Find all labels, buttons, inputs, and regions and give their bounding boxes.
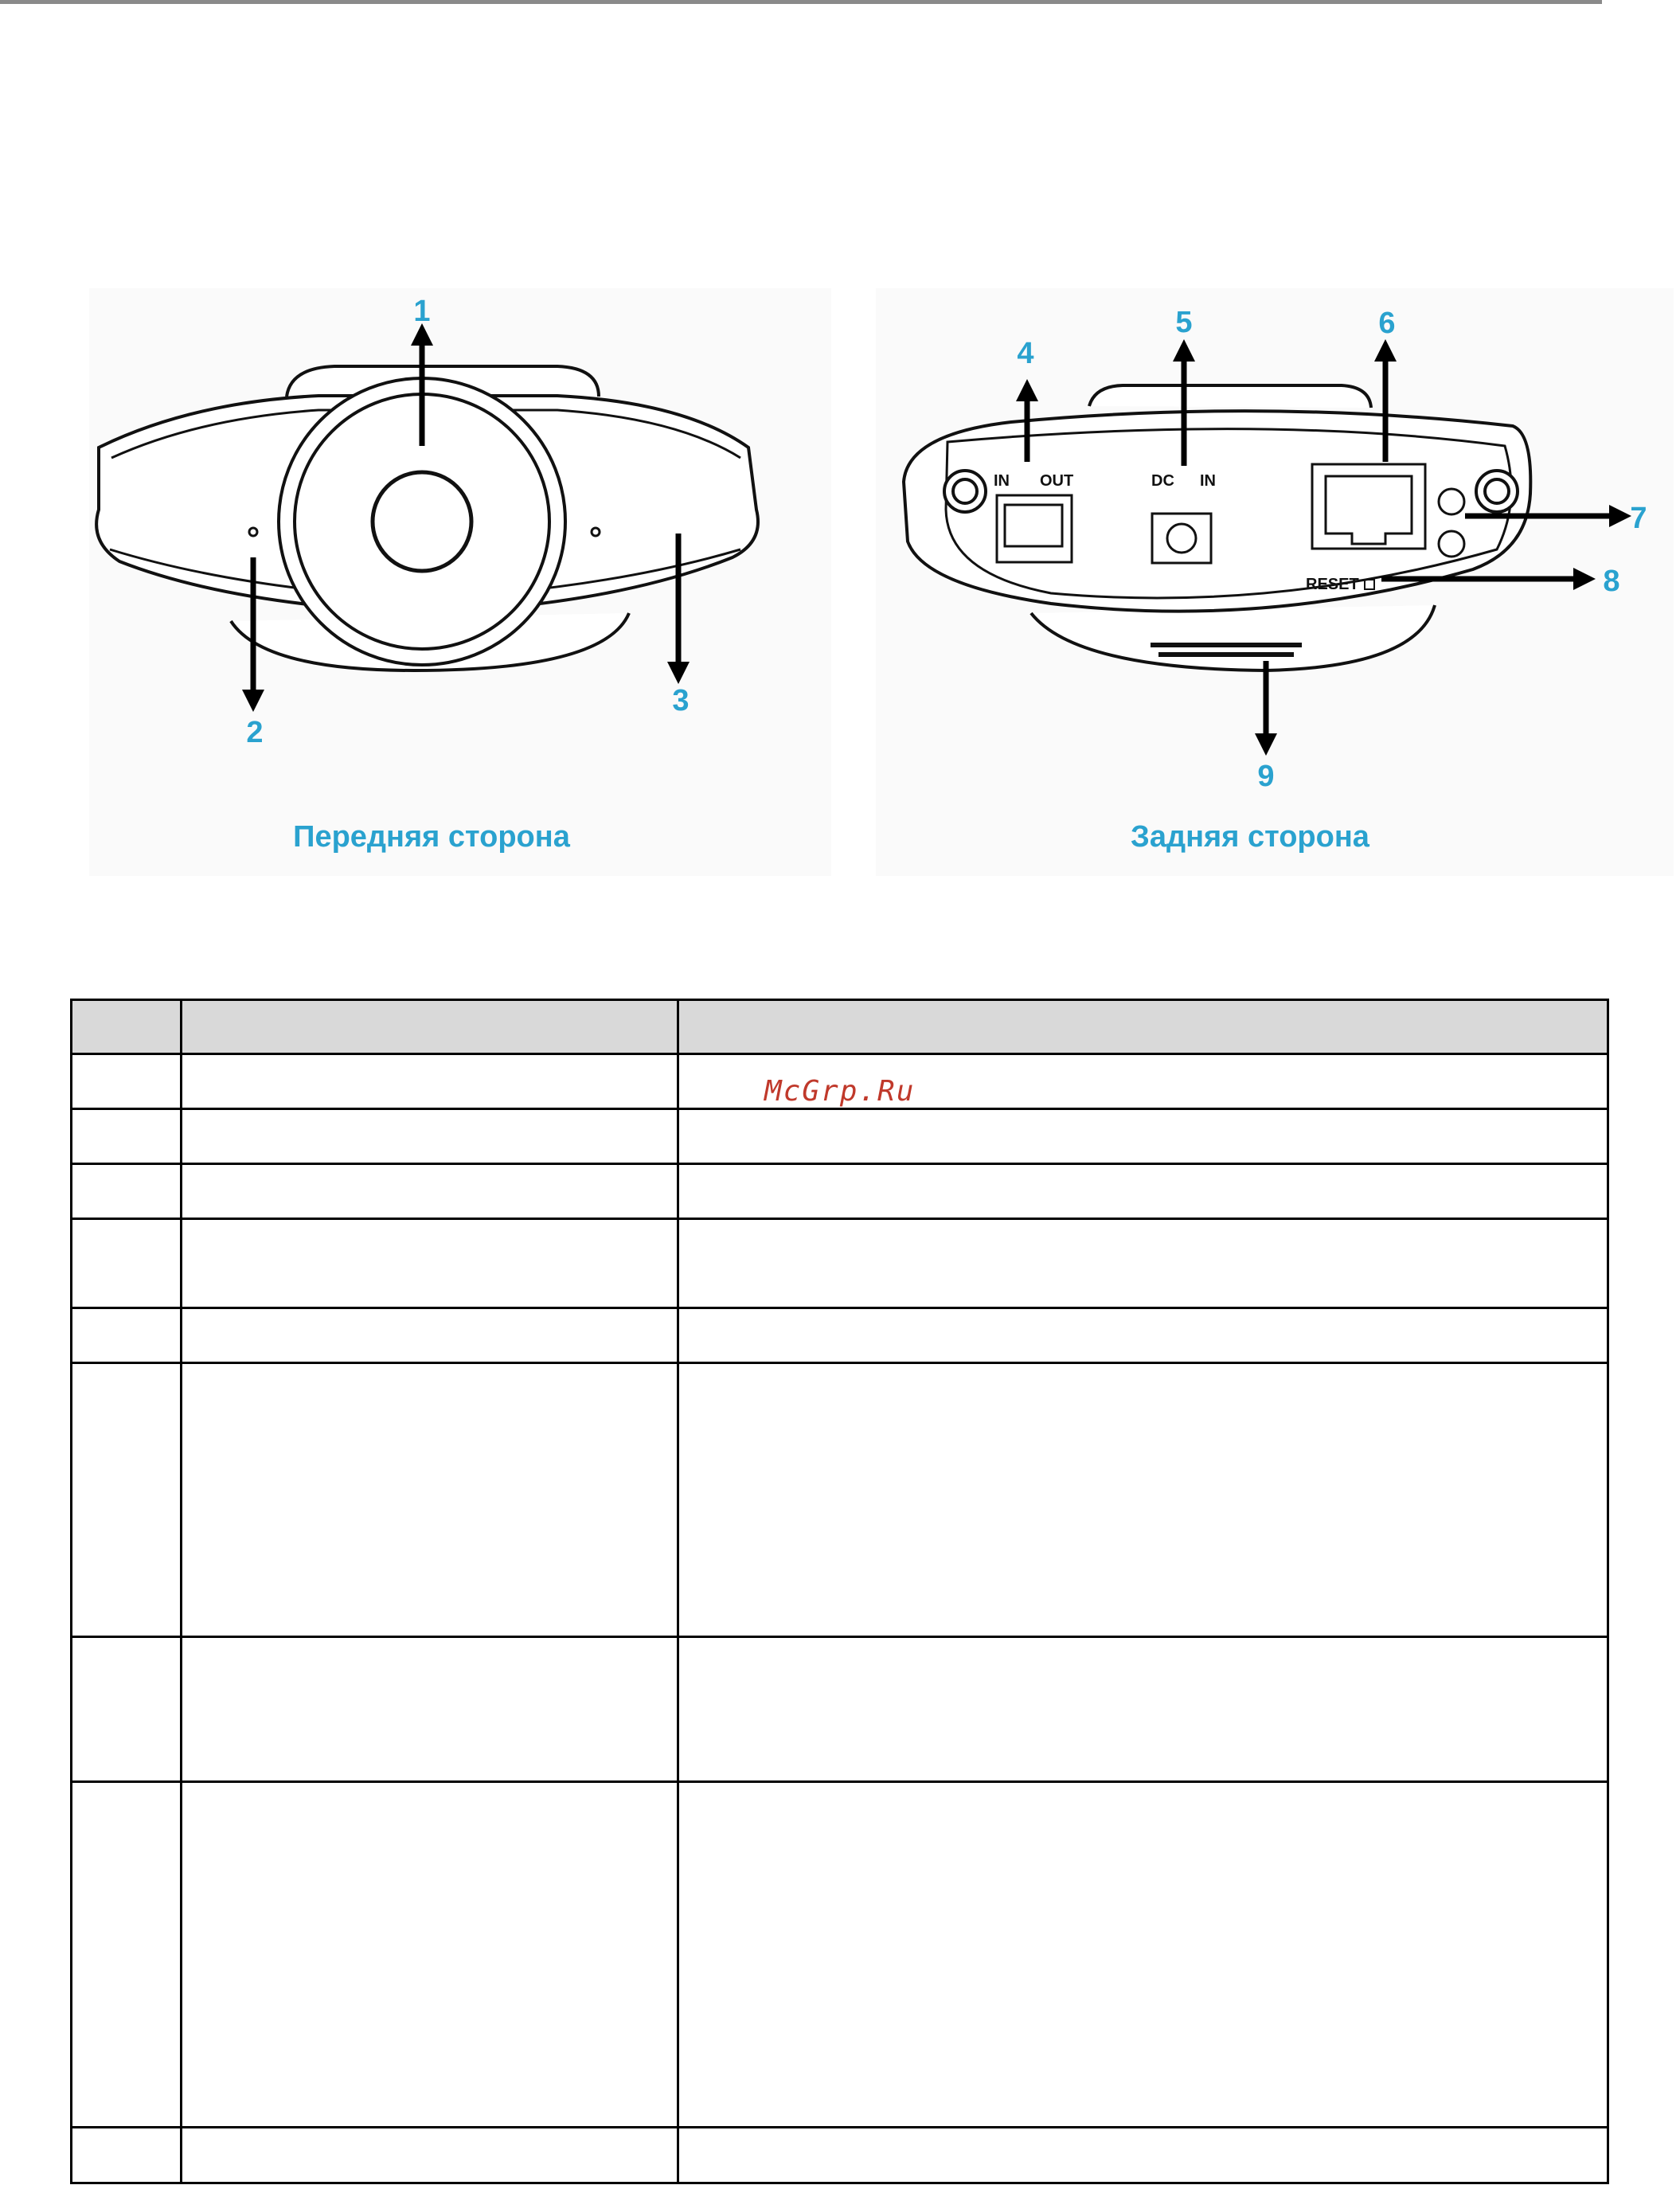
table-row [72, 1109, 1608, 1164]
table-cell [72, 1164, 182, 1219]
table-cell [72, 1782, 182, 2128]
table-cell [72, 1363, 182, 1637]
callout-6: 6 [1378, 307, 1396, 340]
table-row [72, 1782, 1608, 2128]
callout-7: 7 [1630, 502, 1647, 535]
table-cell [678, 1109, 1608, 1164]
table-cell [72, 1219, 182, 1308]
table-cell [678, 1164, 1608, 1219]
table-cell [678, 1363, 1608, 1637]
callout-1: 1 [413, 295, 431, 328]
table-cell [72, 1109, 182, 1164]
table-cell [678, 1637, 1608, 1782]
parts-table [70, 999, 1609, 2184]
table-cell [182, 2128, 678, 2183]
table-cell [182, 1164, 678, 1219]
callout-5: 5 [1175, 306, 1193, 339]
callout-9: 9 [1257, 760, 1275, 793]
table-cell [182, 1109, 678, 1164]
table-cell [182, 1054, 678, 1109]
callout-8: 8 [1603, 565, 1620, 598]
front-caption: Передняя сторона [293, 820, 570, 854]
table-cell [182, 1363, 678, 1637]
table-cell [678, 1308, 1608, 1363]
dc-label: DC [1151, 472, 1174, 490]
table-cell [678, 1782, 1608, 2128]
back-caption: Задняя сторона [1131, 820, 1369, 854]
callout-3: 3 [672, 684, 690, 717]
table-cell [678, 2128, 1608, 2183]
table-row [72, 2128, 1608, 2183]
watermark: McGrp.Ru [764, 1075, 916, 1108]
table-cell [182, 1782, 678, 2128]
table-cell [182, 1308, 678, 1363]
table-cell [182, 1219, 678, 1308]
table-row [72, 1363, 1608, 1637]
table-cell [72, 1637, 182, 1782]
table-cell [72, 1054, 182, 1109]
dio-out-label: OUT [1040, 472, 1074, 490]
dc-in-label: IN [1200, 472, 1216, 490]
table-cell [182, 1637, 678, 1782]
callout-2: 2 [246, 716, 264, 749]
table-row [72, 1308, 1608, 1363]
reset-label: RESET [1306, 576, 1359, 593]
callout-4: 4 [1017, 337, 1034, 370]
header-cell [678, 1000, 1608, 1054]
table-cell [72, 2128, 182, 2183]
dio-in-label: IN [994, 472, 1010, 490]
table-cell [678, 1219, 1608, 1308]
header-cell [72, 1000, 182, 1054]
table-header-row [72, 1000, 1608, 1054]
table-row [72, 1219, 1608, 1308]
table-row [72, 1637, 1608, 1782]
table-cell [72, 1308, 182, 1363]
table-row [72, 1164, 1608, 1219]
header-cell [182, 1000, 678, 1054]
camera-diagram [0, 0, 1680, 892]
